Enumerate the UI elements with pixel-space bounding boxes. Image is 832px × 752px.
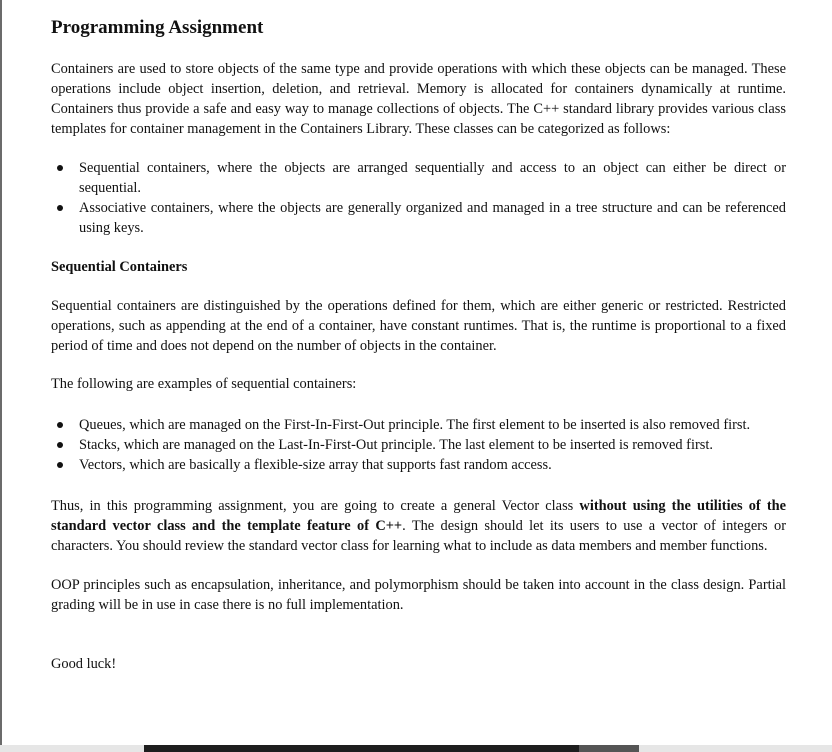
list-item (51, 455, 786, 475)
list-item-text: Vectors, which are basically a flexible-size array that supports fast random access. (79, 457, 552, 473)
examples-list (51, 415, 786, 475)
bullet-icon (57, 422, 63, 428)
examples-intro: The following are examples of sequential containers: (51, 376, 357, 392)
section-heading: Sequential Containers (51, 259, 188, 275)
task-text-part2: . The design should let its users to use a vector of integers or characters. You should review the standard vector class for learning what to include as data members and member functions. (51, 518, 786, 554)
bullet-icon (57, 462, 63, 468)
task-emphasis: without using the utilities of the standard vector class and the template feature of C++ (51, 498, 786, 534)
bullet-icon (57, 205, 63, 211)
bullet-icon (57, 442, 63, 448)
list-item-text: Sequential containers, where the objects are arranged sequentially and access to an object can either be direct or sequential. (79, 160, 786, 196)
intro-paragraph: Containers are used to store objects of the same type and provide operations with which these objects can be managed. These operations include object insertion, deletion, and retrieval. Memory is allocated for containers dynamically at runtime. Containers thus provide a safe and easy way to manage collections of objects. The C++ standard library provides various class templates for container management in the Containers Library. These classes can be categorized as follows: (51, 61, 786, 137)
document-title: Programming Assignment (51, 17, 264, 38)
closing-text: Good luck! (51, 656, 117, 672)
container-categories-list (51, 158, 786, 238)
list-item-text: Queues, which are managed on the First-In-First-Out principle. The first element to be inserted is also removed first. (79, 417, 751, 433)
task-paragraph (51, 496, 786, 556)
page-left-border (0, 0, 2, 745)
list-item (51, 198, 786, 238)
list-item (51, 415, 786, 435)
list-item (51, 158, 786, 198)
bottom-scrollbar-segment (579, 745, 639, 752)
task-text-part1: Thus, in this programming assignment, you are going to create a general Vector class (51, 498, 580, 514)
bottom-scrollbar-thumb[interactable] (144, 745, 579, 752)
sequential-paragraph: Sequential containers are distinguished by the operations defined for them, which are either generic or restricted. Restricted operations, such as appending at the end of a container, have constant runtimes. That is, the runtime is proportional to a fixed period of time and does not depend on the number of objects in the container. (51, 298, 786, 354)
list-item (51, 435, 786, 455)
bullet-icon (57, 165, 63, 171)
oop-paragraph: OOP principles such as encapsulation, inheritance, and polymorphism should be taken into account in the class design. Partial grading will be in use in case there is no full implementation. (51, 577, 786, 613)
list-item-text: Stacks, which are managed on the Last-In-First-Out principle. The last element to be inserted is removed first. (79, 437, 713, 453)
list-item-text: Associative containers, where the objects are generally organized and managed in a tree structure and can be referenced using keys. (79, 200, 786, 236)
